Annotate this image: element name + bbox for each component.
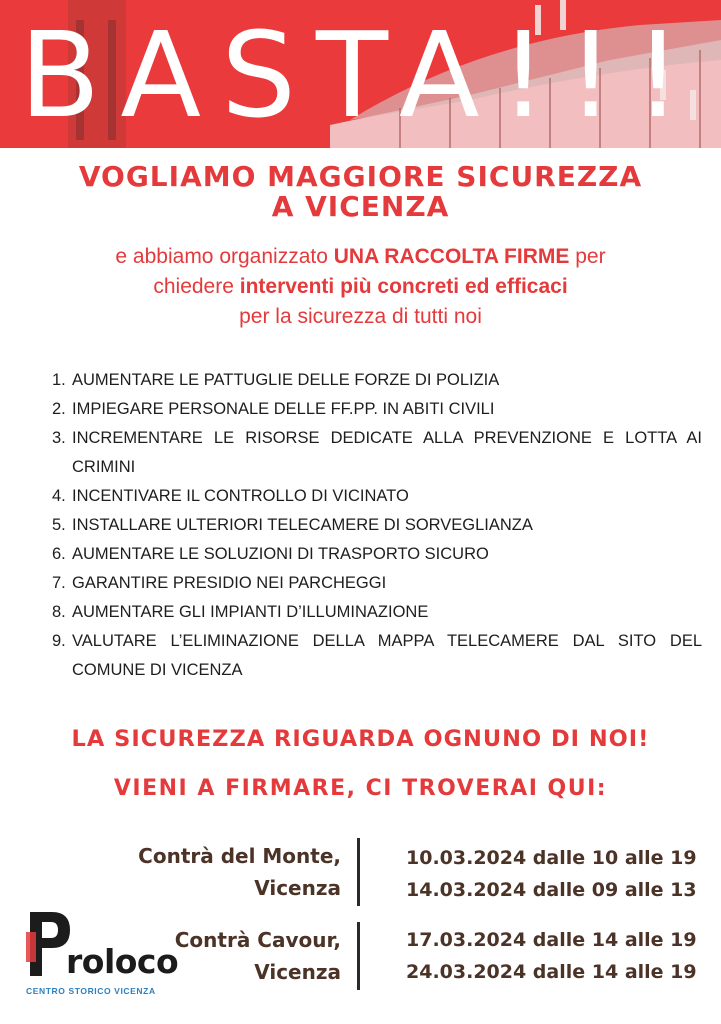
list-item-text: VALUTARE L’ELIMINAZIONE DELLA MAPPA TELECAMERE DAL SITO DEL COMUNE DI VICENZA <box>72 632 702 679</box>
proloco-logo <box>22 906 179 1002</box>
list-item <box>52 598 702 627</box>
divider-1 <box>357 838 360 906</box>
location-1-dates <box>406 842 697 906</box>
intro-line2 <box>0 272 721 302</box>
intro-text <box>0 242 721 332</box>
list-item-number: 3. <box>52 429 66 447</box>
subheading-line2: A VICENZA <box>271 190 450 223</box>
list-item-number: 7. <box>52 574 66 592</box>
list-item-text: IMPIEGARE PERSONALE DELLE FF.PP. IN ABITI CIVILI <box>72 400 495 418</box>
divider-2 <box>357 922 360 990</box>
intro-line2-bold: interventi più concreti ed efficaci <box>239 275 568 298</box>
logo-wordmark: roloco <box>66 942 179 981</box>
intro-line1-pre: e abbiamo organizzato <box>115 245 334 268</box>
location-2-line2: Vicenza <box>254 960 341 984</box>
logo-subtitle: CENTRO STORICO VICENZA <box>26 986 156 996</box>
list-item <box>52 511 702 540</box>
location-2 <box>175 924 341 988</box>
list-item-text: INCENTIVARE IL CONTROLLO DI VICINATO <box>72 487 409 505</box>
location-1-line2: Vicenza <box>254 876 341 900</box>
list-item-text: INCREMENTARE LE RISORSE DEDICATE ALLA PREVENZIONE E LOTTA AI CRIMINI <box>72 429 702 476</box>
location-1-date1: 10.03.2024 dalle 10 alle 19 <box>406 847 697 869</box>
list-item-number: 8. <box>52 603 66 621</box>
list-item-number: 6. <box>52 545 66 563</box>
list-item-number: 1. <box>52 371 66 389</box>
list-item <box>52 482 702 511</box>
intro-line2-pre: chiedere <box>153 275 240 298</box>
list-item <box>52 569 702 598</box>
location-2-line1: Contrà Cavour, <box>174 928 341 952</box>
list-item <box>52 395 702 424</box>
list-item-number: 9. <box>52 632 66 650</box>
call-to-action: VIENI A FIRMARE, CI TROVERAI QUI: <box>113 776 608 801</box>
list-item-number: 4. <box>52 487 66 505</box>
list-item-text: INSTALLARE ULTERIORI TELECAMERE DI SORVEGLIANZA <box>72 516 533 534</box>
header-banner <box>0 0 721 148</box>
intro-line1-post: per <box>569 245 606 268</box>
location-2-dates <box>406 924 697 988</box>
slogan: LA SICUREZZA RIGUARDA OGNUNO DI NOI! <box>71 726 650 752</box>
list-item-number: 2. <box>52 400 66 418</box>
location-1 <box>138 840 341 904</box>
location-2-date2: 24.03.2024 dalle 14 alle 19 <box>406 961 697 983</box>
list-item-text: AUMENTARE GLI IMPIANTI D’ILLUMINAZIONE <box>72 603 429 621</box>
list-item <box>52 627 702 685</box>
list-item-text: AUMENTARE LE PATTUGLIE DELLE FORZE DI POLIZIA <box>72 371 500 389</box>
list-item-text: GARANTIRE PRESIDIO NEI PARCHEGGI <box>72 574 387 592</box>
intro-line3: per la sicurezza di tutti noi <box>239 305 482 328</box>
subheading-line1: VOGLIAMO MAGGIORE SICUREZZA <box>78 160 643 193</box>
location-2-date1: 17.03.2024 dalle 14 alle 19 <box>406 929 697 951</box>
location-1-line1: Contrà del Monte, <box>138 844 341 868</box>
demands-list <box>52 366 702 685</box>
list-item <box>52 424 702 482</box>
location-1-date2: 14.03.2024 dalle 09 alle 13 <box>406 879 697 901</box>
page-title: BASTA!!! <box>19 6 702 144</box>
intro-line1-bold: UNA RACCOLTA FIRME <box>333 245 570 268</box>
list-item <box>52 366 702 395</box>
subheading <box>0 162 721 222</box>
list-item-text: AUMENTARE LE SOLUZIONI DI TRASPORTO SICURO <box>72 545 489 563</box>
list-item-number: 5. <box>52 516 66 534</box>
intro-line1 <box>0 242 721 272</box>
list-item <box>52 540 702 569</box>
